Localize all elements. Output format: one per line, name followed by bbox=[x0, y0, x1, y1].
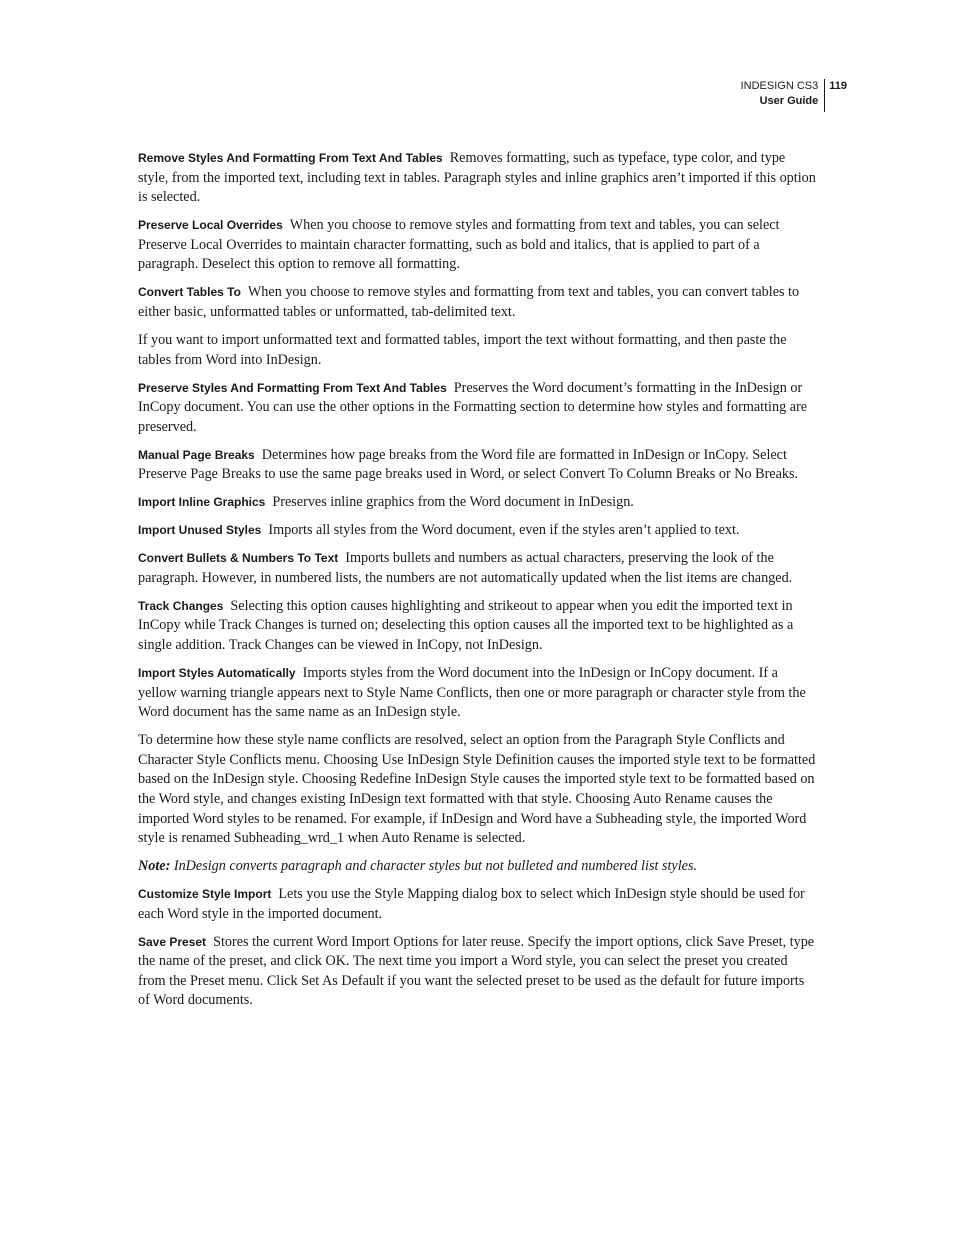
term-label: Import Unused Styles bbox=[138, 523, 262, 538]
body-content bbox=[138, 149, 816, 1019]
paragraph-text: Determines how page breaks from the Word file are formatted in InDesign or InCopy. Select Preserve Page Breaks to use the same page breaks used in Word, or select Convert To Column Breaks or No Breaks. bbox=[138, 446, 799, 483]
paragraph-text: To determine how these style name conflicts are resolved, select an option from the Paragraph Style Conflicts and Character Style Conflicts menu. Choosing Use InDesign Style Definition causes the imported style text to be formatted based on the InDesign style. Choosing Redefine InDesign Style causes the imported style text to be formatted based on the Word style, and changes existing InDesign text formatted with that style. Choosing Auto Rename causes the imported Word styles to be renamed. For example, if InDesign and Word have a Subheading style, the imported Word style is renamed Subheading_wrd_1 when Auto Rename is selected. bbox=[138, 732, 816, 847]
paragraph-save-preset bbox=[138, 933, 816, 1011]
paragraph-text: When you choose to remove styles and formatting from text and tables, you can convert tables to either basic, unformatted tables or unformatted, tab-delimited text. bbox=[138, 284, 800, 320]
note-text: InDesign converts paragraph and character styles but not bulleted and numbered list styles. bbox=[173, 858, 698, 875]
paragraph-text: Selecting this option causes highlighting and strikeout to appear when you edit the imported text in InCopy while Track Changes is turned on; deselecting this option causes all the imported text to be highlighted as a single addition. Track Changes can be viewed in InCopy, not InDesign. bbox=[138, 597, 794, 653]
term-label: Preserve Local Overrides bbox=[138, 218, 283, 233]
note bbox=[138, 857, 816, 877]
term-label: Customize Style Import bbox=[138, 887, 272, 902]
term-label: Preserve Styles And Formatting From Text And Tables bbox=[138, 380, 447, 395]
header-product: INDESIGN CS3 bbox=[740, 80, 819, 92]
paragraph-text: Imports styles from the Word document into the InDesign or InCopy document. If a yellow warning triangle appears next to Style Name Conflicts, then one or more paragraph or character style from the Word document has the same name as an InDesign style. bbox=[138, 664, 806, 721]
paragraph-text: Removes formatting, such as typeface, type color, and type style, from the imported text, including text in tables. Paragraph styles and inline graphics aren’t imported if this option is selected. bbox=[138, 150, 816, 206]
paragraph-text: Preserves the Word document’s formatting in the InDesign or InCopy document. You can use the other options in the Formatting section to determine how styles and formatting are preserved. bbox=[138, 379, 808, 435]
running-header bbox=[741, 79, 847, 112]
paragraph-customize-style-import bbox=[138, 885, 816, 924]
header-titles bbox=[741, 79, 826, 112]
paragraph-text: Imports all styles from the Word document, even if the styles aren’t applied to text. bbox=[268, 522, 740, 539]
term-label: Manual Page Breaks bbox=[138, 447, 255, 462]
paragraph-convert-tables bbox=[138, 283, 816, 322]
paragraph-preserve-styles bbox=[138, 379, 816, 438]
term-label: Remove Styles And Formatting From Text And Tables bbox=[138, 151, 443, 165]
paragraph-remove-styles bbox=[138, 149, 816, 208]
term-label: Convert Tables To bbox=[138, 285, 241, 300]
paragraph-text: Stores the current Word Import Options for later reuse. Specify the import options, click Save Preset, type the name of the preset, and click OK. The next time you import a Word style, you can select the preset you created from the Preset menu. Click Set As Default if you want the selected preset to be used as the default for future imports of Word documents. bbox=[138, 933, 815, 1009]
header-guide: User Guide bbox=[759, 95, 819, 107]
paragraph-import-inline-graphics bbox=[138, 493, 816, 513]
term-label: Track Changes bbox=[138, 598, 224, 613]
note-label: Note: bbox=[138, 858, 171, 875]
paragraph-import-unused-styles bbox=[138, 521, 816, 541]
term-label: Import Inline Graphics bbox=[138, 495, 266, 510]
paragraph-text: When you choose to remove styles and formatting from text and tables, you can select Preserve Local Overrides to maintain character formatting, such as bold and italics, that is applied to part of a paragraph. Deselect this option to remove all formatting. bbox=[138, 217, 780, 273]
page-number: 119 bbox=[829, 80, 847, 92]
paragraph-manual-page-breaks bbox=[138, 446, 816, 485]
term-label: Convert Bullets & Numbers To Text bbox=[138, 551, 339, 566]
paragraph-text: Lets you use the Style Mapping dialog box to select which InDesign style should be used for each Word style in the imported document. bbox=[138, 886, 805, 922]
paragraph-convert-bullets bbox=[138, 549, 816, 588]
paragraph-text: Imports bullets and numbers as actual characters, preserving the look of the paragraph. However, in numbered lists, the numbers are not automatically updated when the list items are changed. bbox=[138, 550, 793, 586]
paragraph-preserve-local-overrides bbox=[138, 216, 816, 275]
paragraph-track-changes bbox=[138, 597, 816, 656]
paragraph-text: Preserves inline graphics from the Word document in InDesign. bbox=[272, 494, 634, 511]
paragraph-unformatted-text-tip bbox=[138, 331, 816, 370]
paragraph-style-conflicts bbox=[138, 731, 816, 849]
paragraph-import-styles-automatically bbox=[138, 664, 816, 723]
term-label: Import Styles Automatically bbox=[138, 665, 296, 680]
paragraph-text: If you want to import unformatted text and formatted tables, import the text without formatting, and then paste the tables from Word into InDesign. bbox=[138, 331, 787, 368]
term-label: Save Preset bbox=[138, 934, 207, 949]
